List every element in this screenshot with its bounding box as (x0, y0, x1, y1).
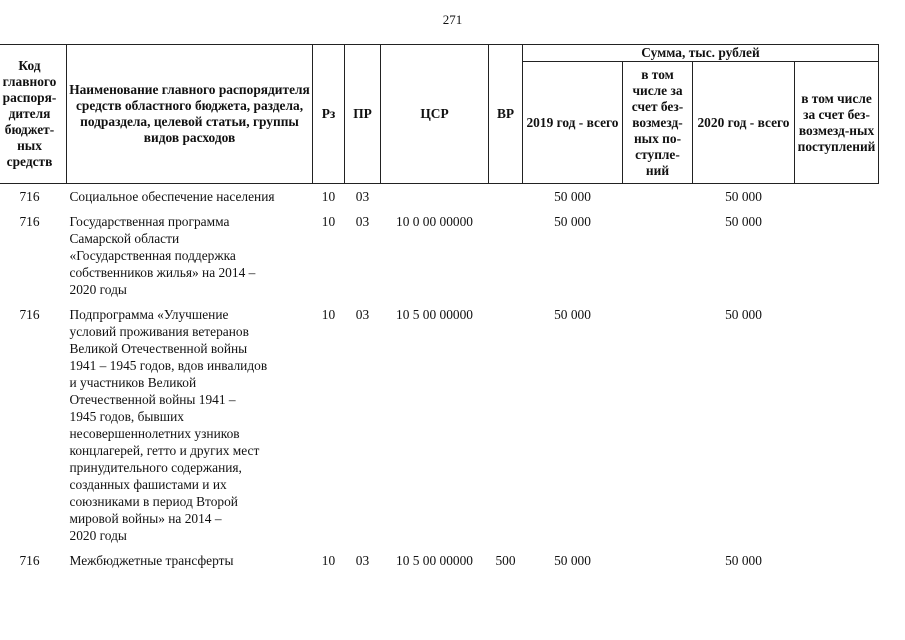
cell-2019-total: 50 000 (554, 189, 591, 204)
cell-name: Государственная программа Самарской области «Государственная поддержка собственников жилья» на 2014 – 2020 годы (69, 214, 256, 297)
cell-name: Подпрограмма «Улучшение условий проживания ветеранов Великой Отечественной войны 1941 – 1945 годов, вдов инвалидов и участников Великой Отечественной войны 1941 – 1945 годов, бывших несовершеннолетних узников концлагерей, гетто и других мест принудительного содержания, созданных фашистами и их союзниками в период Второй мировой войны» на 2014 – 2020 годы (69, 307, 268, 543)
header-pr: ПР (345, 45, 381, 184)
cell-name: Межбюджетные трансферты (69, 553, 234, 568)
cell-code: 716 (19, 214, 40, 229)
cell-csr: 10 0 00 00000 (396, 214, 473, 229)
cell-vr (489, 302, 523, 548)
cell-pr: 03 (355, 553, 370, 568)
cell-csr: 10 5 00 00000 (396, 553, 473, 568)
cell-2020-total: 50 000 (725, 307, 762, 322)
header-rz: Рз (313, 45, 345, 184)
header-2019-total: 2019 год - всего (523, 62, 623, 184)
cell-csr: 10 5 00 00000 (396, 307, 473, 322)
cell-2019-free (623, 548, 693, 573)
table-row (0, 209, 879, 302)
cell-2019-total: 50 000 (554, 553, 591, 568)
header-csr: ЦСР (381, 45, 489, 184)
cell-rz: 10 (321, 553, 336, 568)
cell-2020-free (795, 548, 879, 573)
cell-code: 716 (19, 189, 40, 204)
table-row (0, 548, 879, 573)
cell-rz: 10 (321, 189, 336, 204)
cell-2020-total: 50 000 (725, 553, 762, 568)
cell-pr: 03 (355, 214, 370, 229)
page-number: 271 (442, 12, 463, 27)
header-2019-free: в том числе за счет без-возмезд-ных по-ступле-ний (623, 62, 693, 184)
table-row (0, 184, 879, 210)
cell-2019-free (623, 302, 693, 548)
cell-pr: 03 (355, 189, 370, 204)
cell-2020-total: 50 000 (725, 214, 762, 229)
cell-name: Социальное обеспечение населения (69, 189, 275, 204)
cell-code: 716 (19, 553, 40, 568)
cell-rz: 10 (321, 307, 336, 322)
budget-table (0, 44, 879, 573)
cell-vr (489, 184, 523, 210)
cell-pr: 03 (355, 307, 370, 322)
cell-vr (489, 209, 523, 302)
cell-2019-free (623, 184, 693, 210)
header-2020-free: в том числе за счет без-возмезд-ных поступлений (795, 62, 879, 184)
cell-2020-free (795, 209, 879, 302)
header-code: Код главного распоря-дителя бюджет-ных средств (0, 45, 67, 184)
header-vr: ВР (489, 45, 523, 184)
cell-code: 716 (19, 307, 40, 322)
cell-csr (381, 184, 489, 210)
cell-2019-free (623, 209, 693, 302)
cell-2019-total: 50 000 (554, 214, 591, 229)
header-2020-total: 2020 год - всего (693, 62, 795, 184)
cell-2019-total: 50 000 (554, 307, 591, 322)
header-name: Наименование главного распорядителя средств областного бюджета, раздела, подраздела, целевой статьи, группы видов расходов (67, 45, 313, 184)
cell-rz: 10 (321, 214, 336, 229)
cell-vr: 500 (495, 553, 516, 568)
cell-2020-total: 50 000 (725, 189, 762, 204)
header-sum: Сумма, тыс. рублей (523, 45, 879, 62)
cell-2020-free (795, 302, 879, 548)
table-row (0, 302, 879, 548)
cell-2020-free (795, 184, 879, 210)
